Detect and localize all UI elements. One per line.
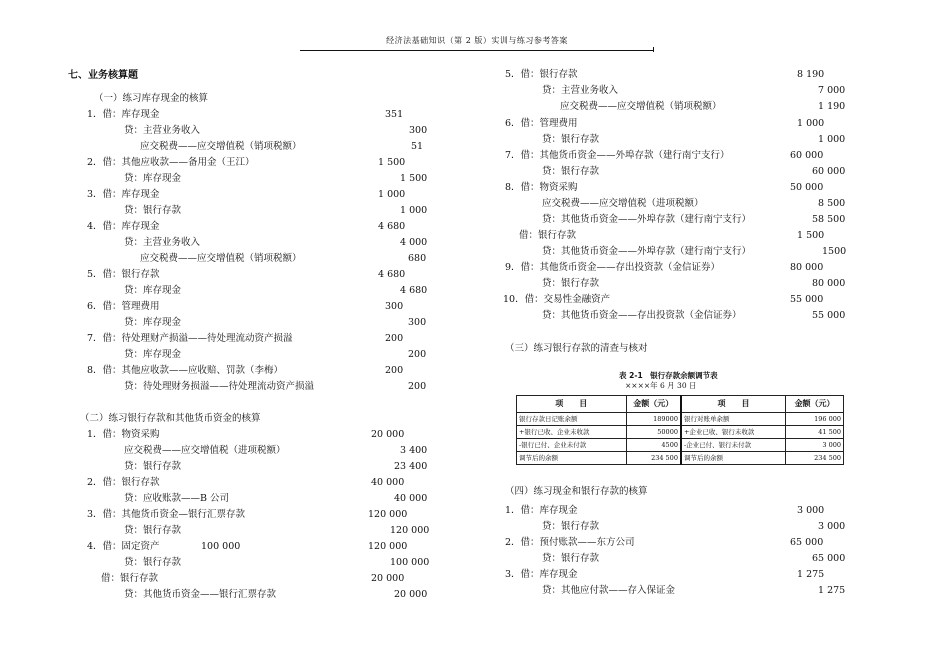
entry-text: 100 000 [201,541,241,552]
entry-text: 贷：银行存款 [542,166,600,177]
entry-text: 60 000 [812,166,846,177]
table-date: ××××年 6 月 30 日 [625,381,697,390]
entry-text: 4 680 [400,285,428,296]
entry-text: 3 000 [818,521,846,532]
entry-text: 贷：其他货币资金——银行汇票存款 [124,589,277,600]
entry-text: 贷：银行存款 [124,461,182,472]
entry-text: 1500 [822,246,847,257]
entry-text: 贷：主营业务收入 [124,237,201,248]
entry-text: 1 000 [818,134,846,145]
entry-text: 120 000 [390,525,430,536]
entry-text: 7．借：其他货币资金——外埠存款（建行南宁支行） [505,150,730,161]
entry-text: 贷：银行存款 [124,525,182,536]
entry-text: （四）练习现金和银行存款的核算 [505,486,648,497]
entry-text: 1 275 [818,585,846,596]
entry-text: 50 000 [790,182,824,193]
entry-text: 7 000 [818,85,846,96]
entry-text: 4 680 [378,269,406,280]
entry-text: 40 000 [371,477,405,488]
entry-text: 300 [408,317,427,328]
entry-text: 65 000 [812,553,846,564]
entry-text: 100 000 [390,557,430,568]
table-row [517,439,844,452]
header-item-right: 项 目 [681,396,786,413]
table-title: 表 2-1 银行存款余额调节表 [619,371,718,380]
entry-text: 贷：银行存款 [542,553,600,564]
entry-text: 2．借：预付账款——东方公司 [505,537,635,548]
header-amount-right: 金额（元） [786,396,844,413]
entry-text: 贷：库存现金 [124,173,182,184]
header-amount-left: 金额（元） [626,396,681,413]
entry-text: 3 400 [400,445,428,456]
table-cell: -银行已付、企业未付款 [517,439,627,452]
entry-text: 20 000 [371,573,405,584]
entry-text: 应交税费——应交增值税（进项税额） [124,445,286,456]
table-cell: 4500 [626,439,681,452]
entry-text: 1 500 [797,230,825,241]
entry-text: 贷：其他应付款——存入保证金 [542,585,676,596]
table-cell: 银行对账单余额 [681,413,786,426]
entry-text: 7．借：待处理财产损溢——待处理流动资产损溢 [87,333,293,344]
entry-text: 8 190 [797,69,825,80]
table-cell: 50000 [626,426,681,439]
entry-text: 贷：其他货币资金——存出投资款（金信证券） [542,310,742,321]
entry-text: 贷：银行存款 [124,557,182,568]
entry-text: 200 [385,365,404,376]
table-cell: 3 000 [786,439,844,452]
entry-text: 贷：主营业务收入 [124,125,201,136]
entry-text: 贷：库存现金 [124,349,182,360]
entry-text: 贷：库存现金 [124,317,182,328]
entry-text: 贷：其他货币资金——外埠存款（建行南宁支行） [542,246,752,257]
entry-text: 贷：库存现金 [124,285,182,296]
table-cell: +银行已收、企业未收款 [517,426,627,439]
entry-text: 5．借：银行存款 [87,269,160,280]
entry-text: 51 [411,141,424,152]
table-row [517,413,844,426]
entry-text: 借：银行存款 [101,573,159,584]
table-cell: 189000 [626,413,681,426]
entry-text: 1 500 [378,157,406,168]
entry-text: 4．借：固定资产 [87,541,160,552]
entry-text: （一）练习库存现金的核算 [94,93,209,104]
entry-text: 1 500 [400,173,428,184]
entry-text: 58 500 [812,214,846,225]
entry-text: 9．借：其他货币资金——存出投资款（金信证券） [505,262,721,273]
entry-text: 23 400 [394,461,428,472]
entry-text: 3．借：库存现金 [505,569,578,580]
table-cell: 调节后的余额 [517,452,627,465]
entry-text: 4 680 [378,221,406,232]
entry-text: 55 000 [812,310,846,321]
entry-text: 应交税费——应交增值税（进项税额） [542,198,704,209]
entry-text: 55 000 [790,294,824,305]
table-cell: -企业已付、银行未付款 [681,439,786,452]
bank-reconciliation-table [516,395,844,465]
entry-text: 1．借：物资采购 [87,429,160,440]
entry-text: 4．借：库存现金 [87,221,160,232]
entry-text: 3 000 [797,505,825,516]
entry-text: 20 000 [371,429,405,440]
entry-text: 1 275 [797,569,825,580]
table-row [517,426,844,439]
header-item-left: 项 目 [517,396,627,413]
entry-text: 351 [385,109,404,120]
entry-text: 10．借：交易性金融资产 [503,294,611,305]
entry-text: 200 [408,349,427,360]
table-cell: 234 500 [626,452,681,465]
entry-text: 贷：待处理财务损溢——待处理流动资产损溢 [124,381,315,392]
entry-text: 1 000 [378,189,406,200]
entry-text: 4 000 [400,237,428,248]
table-cell: 41 500 [786,426,844,439]
entry-text: 贷：银行存款 [542,278,600,289]
entry-text: 40 000 [394,493,428,504]
entry-text: 1 000 [400,205,428,216]
entry-text: 应交税费——应交增值税（销项税额） [140,253,302,264]
table-cell: 调节后的余额 [681,452,786,465]
entry-text: 贷：银行存款 [542,134,600,145]
table-cell: 234 500 [786,452,844,465]
entry-text: 8．借：其他应收款——应收赔、罚款（李梅） [87,365,284,376]
entry-text: 1．借：库存现金 [505,505,578,516]
entry-text: 借：银行存款 [519,230,577,241]
header-rule [300,50,654,51]
table-cell: +企业已收、银行未收款 [681,426,786,439]
entry-text: 贷：主营业务收入 [542,85,619,96]
entry-text: 8 500 [818,198,846,209]
entry-text: 6．借：管理费用 [505,118,578,129]
table-cell: 196 000 [786,413,844,426]
entry-text: 1 000 [797,118,825,129]
entry-text: 65 000 [790,537,824,548]
entry-text: 2．借：其他应收款——备用金（王江） [87,157,255,168]
entry-text: 60 000 [790,150,824,161]
table-header-row [517,396,844,413]
entry-text: 200 [385,333,404,344]
entry-text: （三）练习银行存款的清查与核对 [505,343,648,354]
entry-text: 300 [409,125,428,136]
entry-text: 120 000 [368,541,408,552]
entry-text: 1 190 [818,101,846,112]
entry-text: 80 000 [812,278,846,289]
entry-text: 120 000 [368,509,408,520]
section-title: 七、业务核算题 [68,70,138,81]
entry-text: 3．借：库存现金 [87,189,160,200]
entry-text: 300 [385,301,404,312]
entry-text: 贷：应收账款——B 公司 [124,493,230,504]
entry-text: 贷：其他货币资金——外埠存款（建行南宁支行） [542,214,752,225]
entry-text: 20 000 [394,589,428,600]
entry-text: 3．借：其他货币资金—银行汇票存款 [87,509,246,520]
entry-text: 8．借：物资采购 [505,182,578,193]
entry-text: 应交税费——应交增值税（销项税额） [140,141,302,152]
table-row [517,452,844,465]
entry-text: 200 [408,381,427,392]
entry-text: （二）练习银行存款和其他货币资金的核算 [80,413,261,424]
entry-text: 贷：银行存款 [542,521,600,532]
entry-text: 5．借：银行存款 [505,69,578,80]
running-header: 经济法基础知识（第 2 版）实训与练习参考答案 [386,36,568,45]
entry-text: 680 [408,253,427,264]
table-cell: 银行存款日记账余额 [517,413,627,426]
entry-text: 6．借：管理费用 [87,301,160,312]
entry-text: 应交税费——应交增值税（销项税额） [560,101,722,112]
entry-text: 1．借：库存现金 [87,109,160,120]
entry-text: 2．借：银行存款 [87,477,160,488]
entry-text: 贷：银行存款 [124,205,182,216]
entry-text: 80 000 [790,262,824,273]
